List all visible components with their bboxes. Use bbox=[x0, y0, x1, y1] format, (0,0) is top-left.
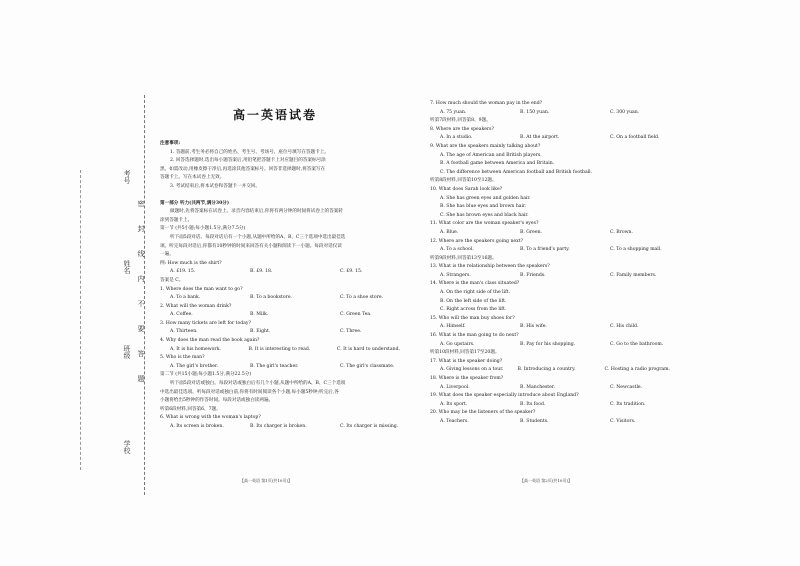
question: 12. Where are the speakers going next? bbox=[430, 238, 524, 244]
option: A. To a bank. bbox=[170, 295, 201, 301]
option: B. Its food. bbox=[520, 401, 546, 407]
option: A. In a studio. bbox=[440, 135, 473, 141]
option: B. It is interesting to read. bbox=[248, 346, 311, 352]
seal-line bbox=[144, 95, 145, 495]
option: C. It is hard to understand. bbox=[336, 346, 400, 352]
option: C. £9. 15. bbox=[340, 269, 363, 275]
side-label-exam-number: 考号 bbox=[123, 170, 131, 184]
section-note: 听第9段材料,回答第13至16题。 bbox=[430, 255, 497, 261]
right-column bbox=[430, 100, 670, 427]
option: B. A football game between America and Britain. bbox=[440, 161, 555, 167]
question-options bbox=[160, 328, 400, 337]
option: B. The girl's teacher. bbox=[250, 363, 299, 369]
question: 15. Who will the man buy shoes for? bbox=[430, 315, 515, 321]
option: A. To a school. bbox=[440, 247, 474, 253]
section-note: 听第7段材料,回答第8、9题。 bbox=[430, 118, 491, 124]
option: C. To a shoe store. bbox=[340, 295, 384, 301]
option: A. Blue. bbox=[440, 229, 459, 235]
question-options bbox=[430, 272, 670, 281]
option: A. Coffee. bbox=[170, 312, 193, 318]
side-label-school: 学校 bbox=[123, 440, 131, 454]
option: C. To a shopping mall. bbox=[610, 247, 662, 253]
option: A. Giving lessons on a tour. bbox=[440, 367, 504, 373]
option: C. Its tradition. bbox=[610, 401, 646, 407]
question-options bbox=[430, 246, 670, 255]
option: B. Introducing a country. bbox=[517, 367, 576, 373]
question-options bbox=[430, 418, 670, 427]
notes-item: 答题卡上。写在本试卷上无效。 bbox=[160, 175, 225, 181]
question-options bbox=[160, 311, 400, 320]
option: B. To a friend's party. bbox=[520, 247, 570, 253]
section-note: 听第10段材料,回答第17至20题。 bbox=[430, 350, 500, 356]
question: 17. What is the speaker doing? bbox=[430, 358, 503, 364]
notes-item: 3. 考试结束后,将本试卷和答题卡一并交回。 bbox=[170, 183, 260, 189]
option: C. Visitors. bbox=[610, 418, 636, 424]
option: C. The girl's classmate. bbox=[340, 363, 395, 369]
option: A. Thirteen. bbox=[170, 329, 198, 335]
option: C. His child. bbox=[610, 324, 639, 330]
question-options bbox=[160, 294, 400, 303]
option: A. It is his homework. bbox=[170, 346, 221, 352]
page-title: 高一英语试卷 bbox=[232, 108, 317, 122]
question: 8. Where are the speakers? bbox=[430, 126, 494, 132]
option: A. On the right side of the lift. bbox=[440, 290, 511, 296]
option: C. Family members. bbox=[610, 272, 657, 278]
sec1-heading: 第一节 (共5小题;每小题1.5分,满分7.5分) bbox=[160, 226, 246, 232]
question: 14. Where is the man's class situated? bbox=[430, 281, 520, 287]
question: 10. What does Sarah look like? bbox=[430, 186, 503, 192]
option: C. Hosting a radio program. bbox=[604, 367, 670, 373]
question: 18. Where is the speaker from? bbox=[430, 376, 504, 381]
option: C. She has brown eyes and black hair. bbox=[440, 212, 529, 218]
option: B. 150 yuan. bbox=[520, 109, 550, 115]
question-options bbox=[430, 384, 670, 393]
question: 19. What does the speaker especially introduce about England? bbox=[430, 393, 579, 399]
option: C. Brown. bbox=[610, 229, 633, 235]
option: A. £19. 15. bbox=[170, 269, 196, 275]
seal-line-outer bbox=[80, 170, 81, 470]
seal-char: 要 bbox=[137, 325, 145, 332]
option: B. Manchester. bbox=[520, 384, 556, 390]
question-options bbox=[430, 109, 670, 118]
example-answer: 答案是 C。 bbox=[160, 277, 184, 283]
option: C. On a football field. bbox=[610, 135, 660, 141]
question: 3. How many tickets are left for today? bbox=[160, 320, 251, 326]
seal-char: 线 bbox=[137, 250, 145, 257]
question-options bbox=[430, 323, 670, 332]
option: A. She has green eyes and golden hair. bbox=[440, 195, 531, 201]
option: A. Himself. bbox=[440, 324, 466, 330]
notes-item: 1. 答题前,考生务必将自己的姓名、考生号、考场号、座位号填写在答题卡上。 bbox=[170, 149, 329, 155]
option: A. Teachers. bbox=[440, 418, 469, 424]
option: C. 300 yuan. bbox=[610, 109, 640, 115]
option: C. Its charger is missing. bbox=[340, 424, 399, 429]
option: B. £9. 18. bbox=[250, 269, 273, 275]
question: 13. What is the relationship between the speakers? bbox=[430, 264, 550, 270]
question: 2. What will the woman drink? bbox=[160, 303, 232, 309]
question-options bbox=[430, 401, 670, 410]
sec1-intro: 听下面5段对话。每段对话后有一个小题,从题中所给的A、B、C三个选项中选出最佳选 bbox=[170, 234, 346, 240]
question-options bbox=[160, 423, 400, 432]
question: 6. What is wrong with the woman's laptop? bbox=[160, 415, 261, 421]
option: C. Right across from the lift. bbox=[440, 307, 507, 313]
option: A. Liverpool. bbox=[440, 384, 470, 390]
question-options bbox=[430, 366, 670, 375]
notes-heading: 注意事项: bbox=[160, 141, 181, 146]
example-options bbox=[160, 268, 400, 277]
question-options bbox=[430, 134, 670, 143]
side-label-class: 班级 bbox=[123, 345, 131, 359]
part1-heading: 第一部分 听力(共两节,满分30分) bbox=[160, 200, 230, 206]
option: B. Green. bbox=[520, 229, 543, 235]
question-options bbox=[160, 346, 400, 355]
option: B. On the left side of the lift. bbox=[440, 298, 507, 304]
left-column bbox=[160, 140, 400, 432]
sec2-intro: 小题将给出5秒钟的作答时间。每段对话或独白读两遍。 bbox=[160, 398, 274, 404]
seal-char: 密 bbox=[137, 200, 145, 207]
option: B. She has blue eyes and brown hair. bbox=[440, 204, 527, 210]
sec2-intro: 中选出最佳选项。听每段对话或独白前,你将有时间阅读各个小题,每小题5秒钟;听完后,各 bbox=[160, 389, 339, 395]
question: 20. Who may be the listeners of the speaker? bbox=[430, 410, 536, 416]
sec1-intro: 项。听完每段对话后,你都有10秒钟的时间来回答有关小题和阅读下一小题。每段对话仅读 bbox=[160, 243, 342, 249]
sec2-intro: 听下面5段对话或独白。每段对话或独白后有几个小题,从题中所给的A、B、C三个选项 bbox=[170, 381, 346, 387]
option: B. Milk. bbox=[250, 312, 269, 318]
part1-intro: 做题时,先将答案标在试卷上。录音内容结束后,你将有两分钟的时间将试卷上的答案转 bbox=[170, 209, 343, 215]
seal-char: 题 bbox=[137, 375, 145, 382]
option: C. Go to the bathroom. bbox=[610, 341, 664, 347]
side-label-name: 姓名 bbox=[123, 260, 131, 274]
option: B. Friends. bbox=[520, 272, 546, 278]
question-options bbox=[160, 363, 400, 372]
sec2-heading: 第二节 (共15小题;每小题1.5分,满分22.5分) bbox=[160, 372, 252, 378]
question: 11. What color are the woman speaker's eyes? bbox=[430, 221, 539, 227]
option: C. Green Tea. bbox=[340, 312, 372, 318]
option: B. At the airport. bbox=[520, 135, 560, 141]
option: B. Pay for his shopping. bbox=[520, 341, 576, 347]
option: A. Go upstairs. bbox=[440, 341, 475, 347]
notes-item: 2. 回答选择题时,选出每小题答案后,用铅笔把答题卡上对应题目的答案标号涂 bbox=[170, 158, 326, 164]
seal-char: 内 bbox=[137, 275, 145, 282]
option: C. Newcastle. bbox=[610, 384, 643, 390]
part1-intro: 涂到答题卡上。 bbox=[160, 217, 193, 223]
question: 4. Why does the man read the book again? bbox=[160, 338, 260, 344]
question: 9. What are the speakers mainly talking about? bbox=[430, 143, 541, 149]
question: 7. How much should the woman pay in the end? bbox=[430, 101, 543, 106]
question: 5. Who is the man? bbox=[160, 355, 205, 361]
sec2-note: 听第6段材料,回答第6、7题。 bbox=[160, 406, 221, 412]
notes-item: 黑。如需改动,用橡皮擦干净后,再选涂其他答案标号。回答非选择题时,将答案写在 bbox=[160, 166, 326, 172]
option: C. Three. bbox=[340, 329, 362, 335]
option: C. The difference between American football and British football. bbox=[440, 169, 593, 175]
question: 16. What is the man going to do next? bbox=[430, 333, 519, 339]
option: A. Strangers. bbox=[440, 272, 471, 278]
option: B. Students. bbox=[520, 418, 549, 424]
question-options bbox=[430, 229, 670, 238]
option: B. Eight. bbox=[250, 329, 271, 335]
seal-char: 答 bbox=[137, 350, 145, 357]
question-options bbox=[430, 341, 670, 350]
footer-left: 【高一英语 第1页(共10页)】 bbox=[240, 478, 293, 483]
seal-char: 封 bbox=[137, 225, 145, 232]
section-note: 听第8段材料,回答第10至12题。 bbox=[430, 178, 497, 184]
question: 1. Where does the man want to go? bbox=[160, 286, 243, 292]
sec1-intro: 一遍。 bbox=[160, 252, 174, 258]
option: A. The girl's brother. bbox=[170, 363, 219, 369]
option: A. Its sport. bbox=[440, 401, 468, 407]
option: A. 75 yuan. bbox=[440, 109, 467, 115]
option: A. Its screen is broken. bbox=[170, 424, 224, 429]
option: B. His wife. bbox=[520, 324, 547, 330]
option: A. The age of American and British players. bbox=[440, 152, 542, 158]
example-question: 例: How much is the shirt? bbox=[160, 260, 222, 266]
option: B. Its charger is broken. bbox=[250, 424, 307, 429]
footer-right: 【高一英语 第2页(共10页)】 bbox=[520, 478, 573, 483]
seal-char: 不 bbox=[137, 300, 145, 307]
option: B. To a bookstore. bbox=[250, 295, 293, 301]
